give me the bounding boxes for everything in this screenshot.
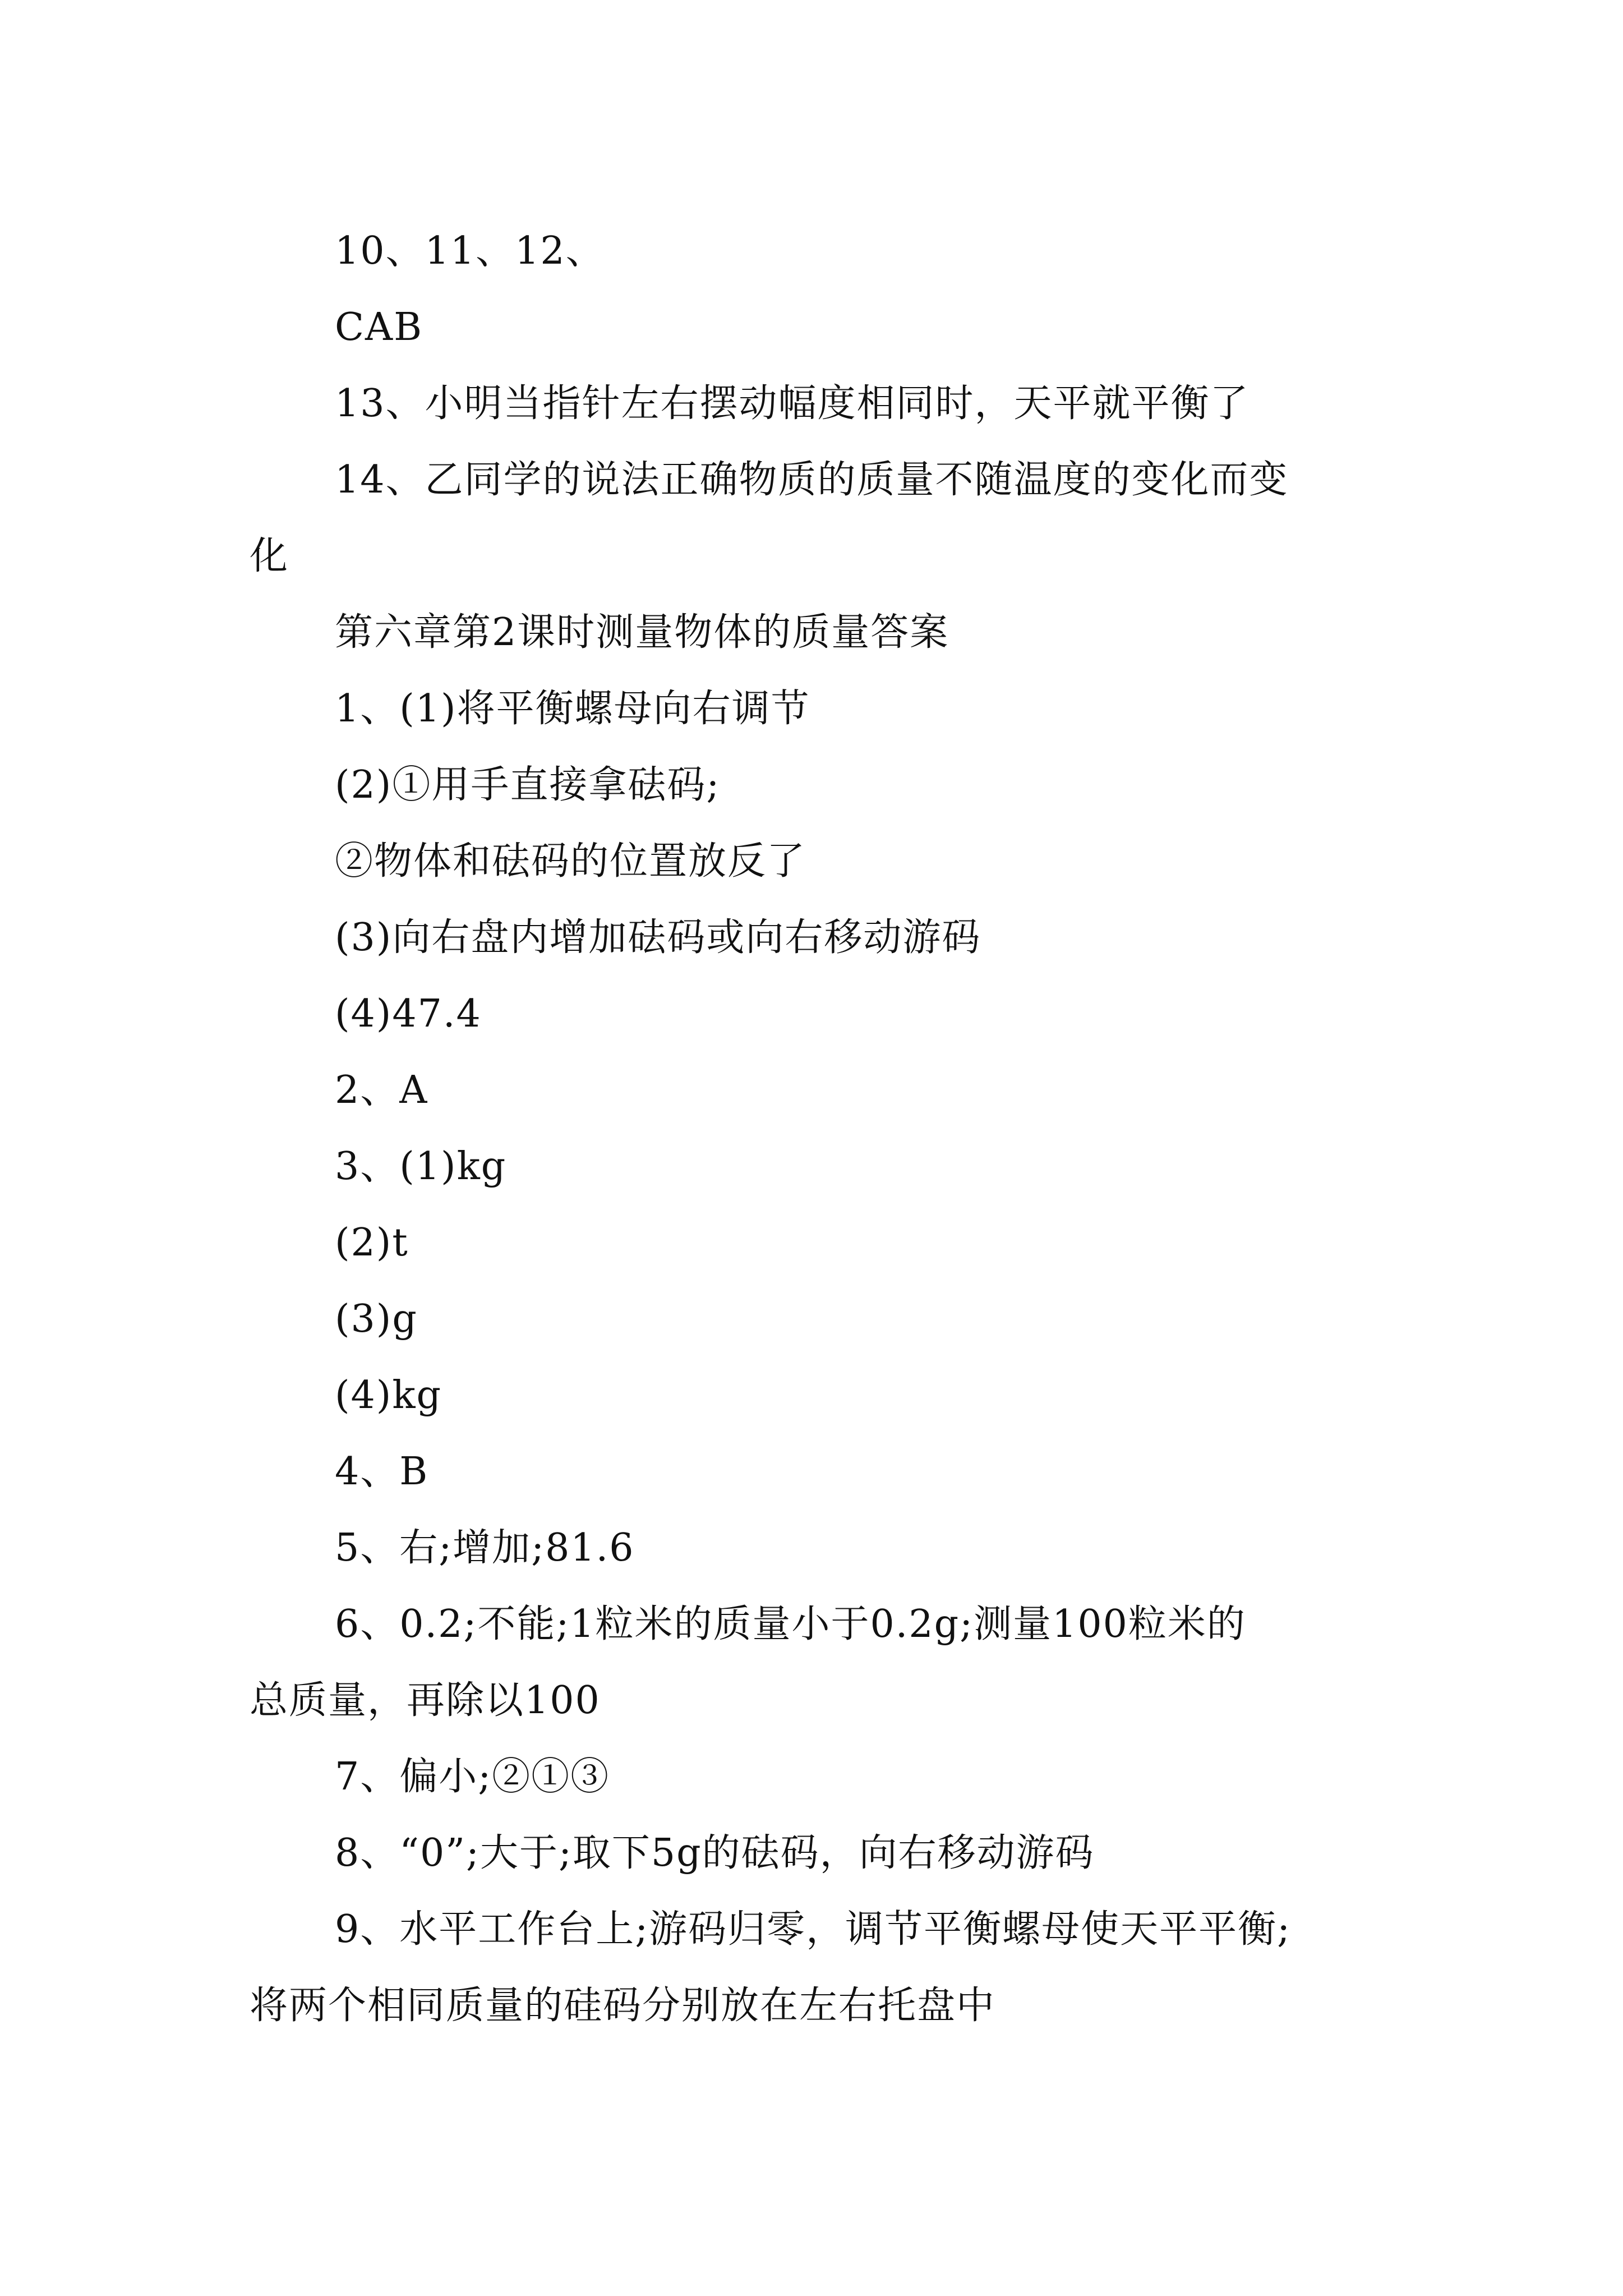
text-line: 5、右;增加;81.6 [335, 1526, 635, 1570]
text-line: (2)t [335, 1221, 409, 1265]
text-line: 4、B [335, 1450, 429, 1494]
text-line: 将两个相同质量的硅码分别放在左右托盘中 [250, 1984, 996, 2028]
answer-text-block [250, 213, 1377, 2044]
section-heading: 第六章第2课时测量物体的质量答案 [335, 610, 949, 655]
text-line: (3)向右盘内增加砝码或向右移动游码 [335, 915, 981, 960]
text-line: 6、0.2;不能;1粒米的质量小于0.2g;测量100粒米的 [335, 1602, 1246, 1646]
text-line: 14、乙同学的说法正确物质的质量不随温度的变化而变 [335, 458, 1289, 502]
text-line: (3)g [335, 1297, 418, 1341]
text-line: 9、水平工作台上;游码归零，调节平衡螺母使天平平衡; [335, 1907, 1292, 1952]
text-line: 化 [250, 534, 289, 578]
text-line: CAB [335, 305, 423, 349]
text-line: 10、11、12、 [335, 229, 605, 273]
text-line: (4)47.4 [335, 992, 482, 1036]
text-line: 1、(1)将平衡螺母向右调节 [335, 687, 810, 731]
text-line: (4)kg [335, 1373, 442, 1418]
text-line: 3、(1)kg [335, 1144, 507, 1189]
text-line: 总质量，再除以100 [250, 1678, 601, 1723]
text-line: 2、A [335, 1068, 428, 1112]
text-line: ②物体和砝码的位置放反了 [335, 839, 806, 884]
text-line: 13、小明当指针左右摆动幅度相同时，天平就平衡了 [335, 381, 1249, 426]
text-line: 8、“0”;大于;取下5g的砝码，向右移动游码 [335, 1831, 1095, 1875]
text-line: (2)①用手直接拿砝码; [335, 763, 721, 807]
text-line: 7、偏小;②①③ [335, 1755, 610, 1799]
